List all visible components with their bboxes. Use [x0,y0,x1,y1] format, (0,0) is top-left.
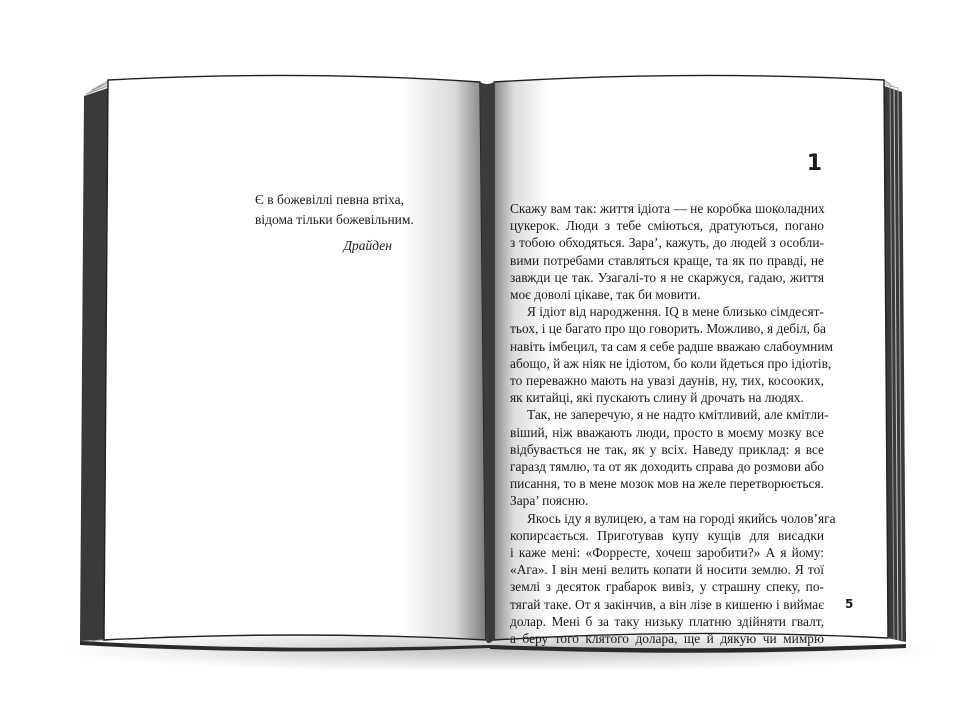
text-line: гаразд тямлю, та от як доходить справа до розмови або [510,459,824,475]
page-number: 5 [845,597,854,611]
text-line: копирсається. Приготував купу кущів для висадки [510,527,824,543]
epigraph [255,190,414,230]
text-line: Зара’ поясню. [510,493,589,509]
text-line: абощо, й аж ніяк не ідіотом, бо коли йдеться про ідіотів, [510,355,832,371]
text-line: тьох, і це багато про що говорить. Можливо, я дебіл, ба [510,321,826,337]
text-line: моє доволі цікаве, так би мовити. [510,287,701,303]
paragraph [510,303,833,406]
text-line: а беру того клятого долара, ще й дякую чи мимрю [510,631,824,647]
text-line: долар. Мені б за таку низьку платню здійняти гвалт, [510,613,824,629]
text-line: віший, ніж вважають люди, просто в моєму мозку все [510,424,824,440]
text-line: завжди це так. Узагалі-то я не скаржуся, гадаю, життя [510,269,824,285]
paragraph [510,510,836,648]
text-line: цукерок. Люди з тебе сміються, дратуються, погано [510,218,824,234]
text-line: вими потребами ставляться краще, та як по правді, не [510,252,824,268]
text-line: Я ідіот від народження. IQ в мене близько сімдесят- [527,304,824,320]
text-line: «Ага». І він мені велить копати й носити землю. Я тої [510,562,824,578]
text-line: Так, не заперечую, я не надто кмітливий, але кмітли- [527,407,829,423]
text-line: Скажу вам так: життя ідіота — не коробка шоколадних [510,201,825,216]
left-page [104,75,486,640]
chapter-number: 1 [806,151,822,176]
text-line: з тобою обходяться. Зара’, кажуть, до людей з особли- [510,235,824,251]
text-line: землі з десяток грабарок вивіз, у страшну спеку, по- [510,579,824,595]
epigraph-author: Драйден [343,238,392,253]
epigraph-line: відома тільки божевільним. [255,212,414,227]
text-line: відбувається не так, як у всіх. Наведу приклад: я все [510,441,824,457]
text-line: як китайці, які пускають слину й дрочать на людях. [510,390,804,406]
chapter-body [510,200,836,647]
text-line: і каже мені: «Форресте, хочеш заробити?» А я йому: [510,545,824,561]
text-line: то переважно мають на увазі даунів, ну, тих, косооких, [510,373,824,389]
text-line: тягай таке. От я закінчив, а він лізе в кишеню і виймає [510,596,824,612]
epigraph-line: Є в божевіллі певна втіха, [255,192,404,207]
text-line: писання, то в мене мозок мов на желе перетворюється. [510,476,824,492]
paragraph [510,406,829,509]
paragraph [510,200,824,303]
text-line: навіть імбецил, та сам я себе радше вважаю слабоумним [510,338,833,354]
text-line: Якось іду я вулицею, а там на городі якийсь чолов’яга [527,510,836,526]
